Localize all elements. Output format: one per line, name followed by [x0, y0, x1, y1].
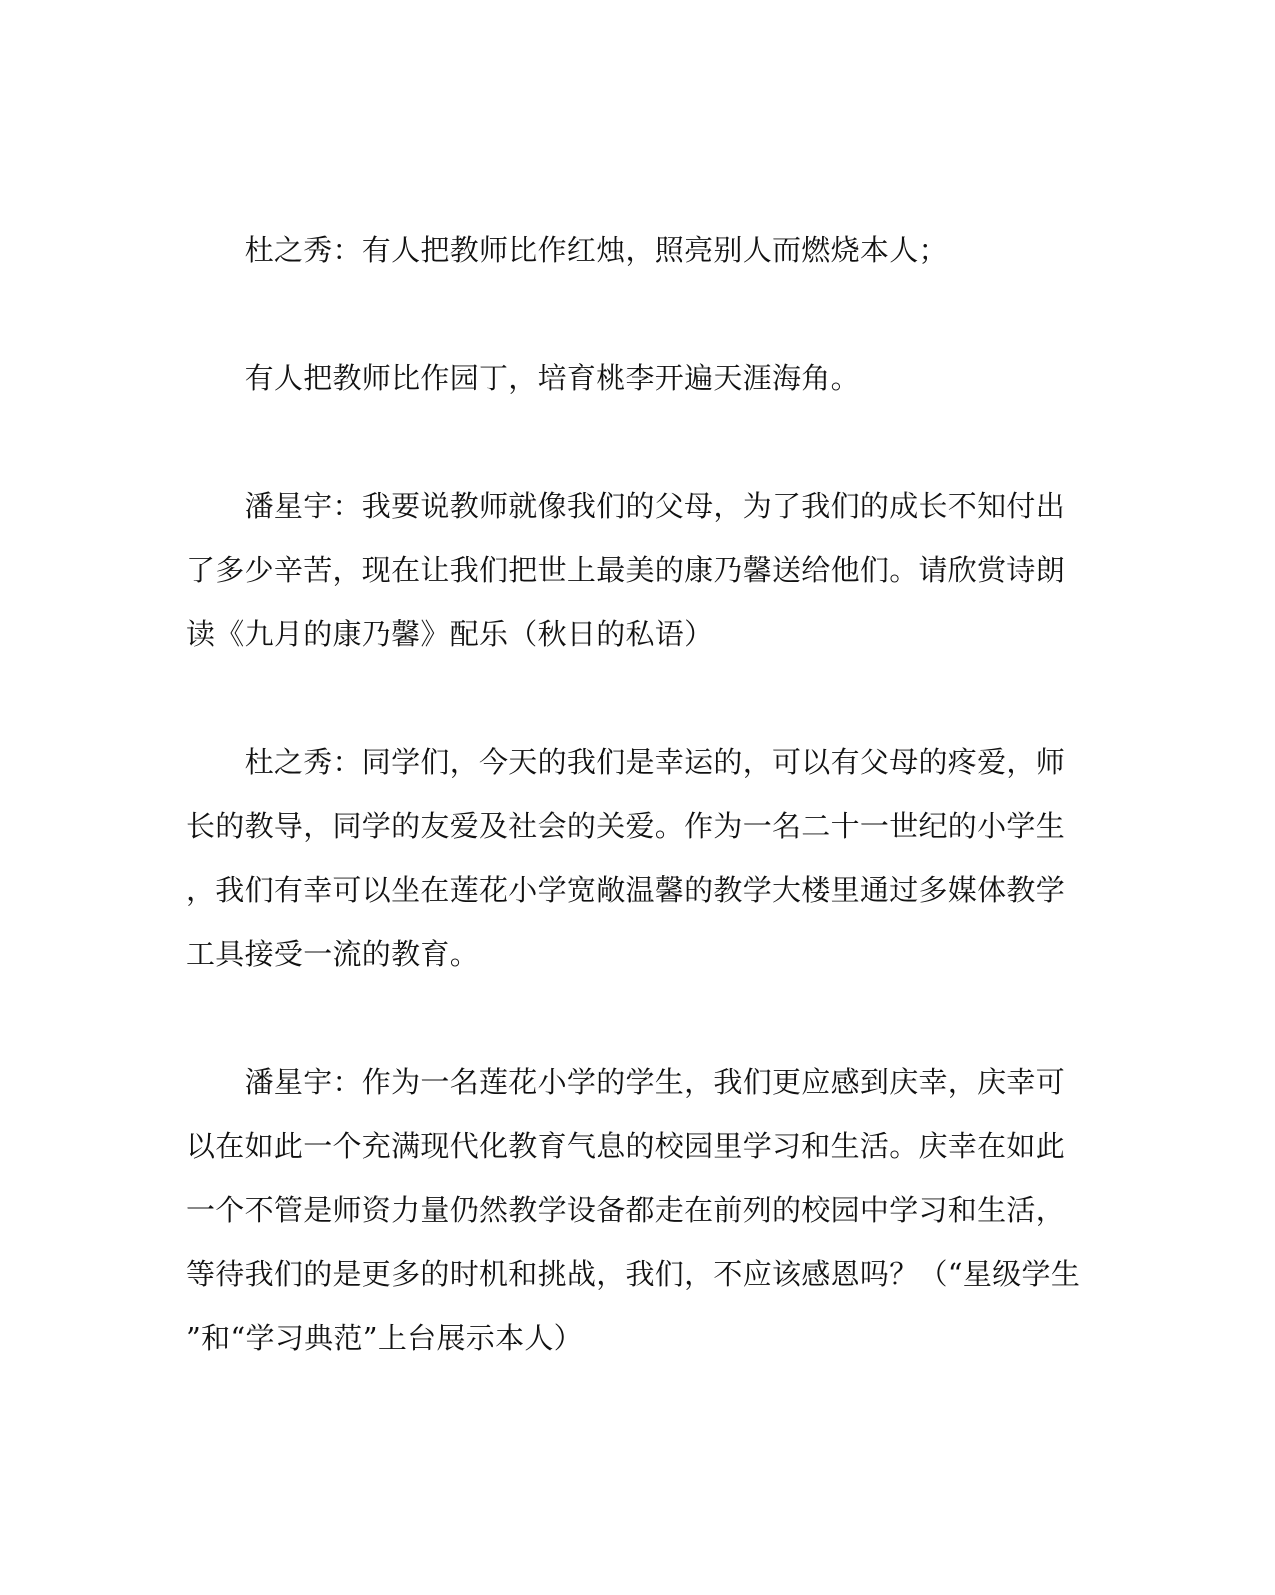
paragraph-5-line-5: ”和“学习典范”上台展示本人）: [186, 1321, 583, 1355]
paragraph-4-line-1: 杜之秀：同学们，今天的我们是幸运的，可以有父母的疼爱，师: [186, 745, 1066, 779]
paragraph-4-line-4: 工具接受一流的教育。: [186, 937, 480, 971]
paragraph-4-line-3: ，我们有幸可以坐在莲花小学宽敞温馨的教学大楼里通过多媒体教学: [186, 873, 1066, 907]
paragraph-3-line-3: 读《九月的康乃馨》配乐（秋日的私语）: [186, 617, 714, 651]
paragraph-5-line-1: 潘星宇：作为一名莲花小学的学生，我们更应感到庆幸，庆幸可: [186, 1065, 1066, 1099]
paragraph-5-line-4: 等待我们的是更多的时机和挑战，我们，不应该感恩吗？（“星级学生: [186, 1257, 1081, 1291]
paragraph-5-line-2: 以在如此一个充满现代化教育气息的校园里学习和生活。庆幸在如此: [186, 1129, 1066, 1163]
paragraph-3-line-2: 了多少辛苦，现在让我们把世上最美的康乃馨送给他们。请欣赏诗朗: [186, 553, 1066, 587]
paragraph-2-line-1: 有人把教师比作园丁，培育桃李开遍天涯海角。: [186, 361, 860, 395]
paragraph-4-line-2: 长的教导，同学的友爱及社会的关爱。作为一名二十一世纪的小学生: [186, 809, 1066, 843]
paragraph-5-line-3: 一个不管是师资力量仍然教学设备都走在前列的校园中学习和生活，: [186, 1193, 1066, 1227]
paragraph-3-line-1: 潘星宇：我要说教师就像我们的父母，为了我们的成长不知付出: [186, 489, 1066, 523]
paragraph-1-line-1: 杜之秀：有人把教师比作红烛，照亮别人而燃烧本人；: [186, 233, 948, 267]
